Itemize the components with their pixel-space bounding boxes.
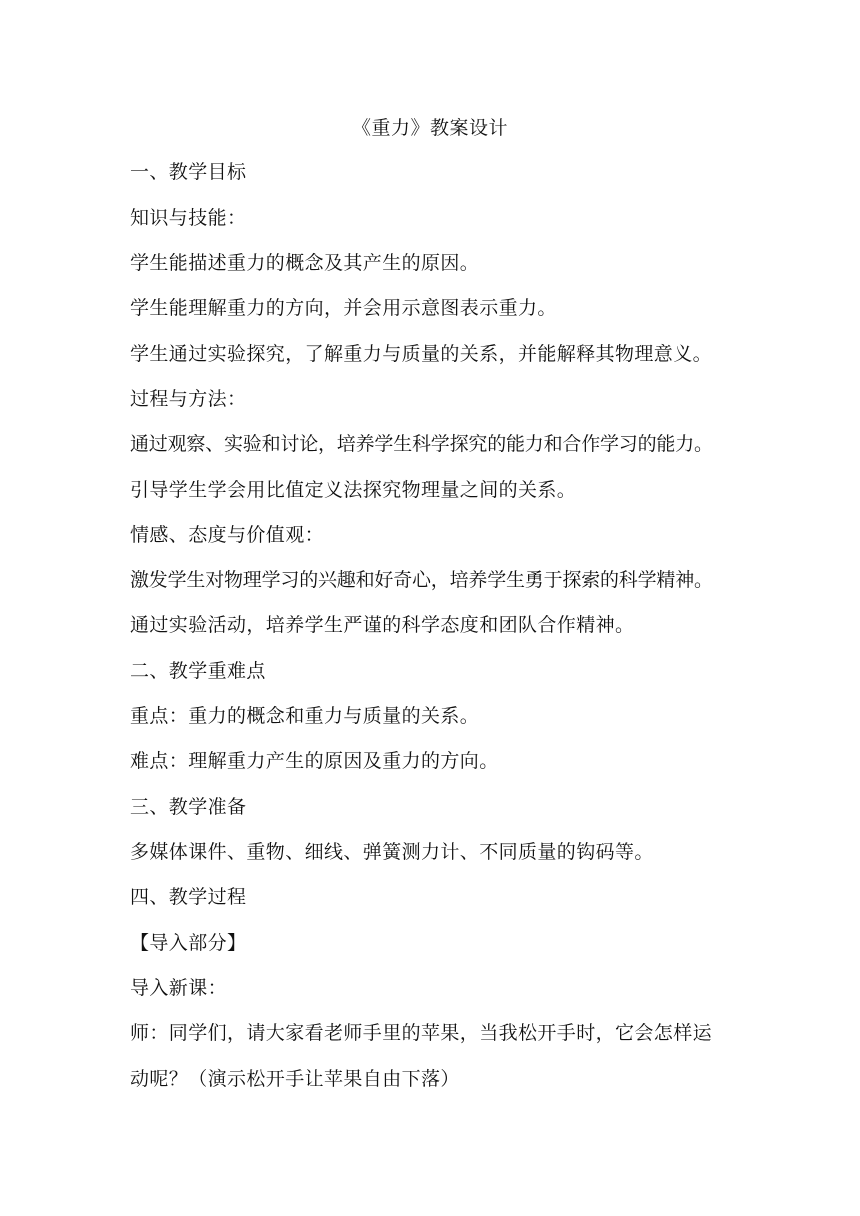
paragraph-line: 师：同学们，请大家看老师手里的苹果，当我松开手时，它会怎样运 [130, 1022, 713, 1044]
document-title: 《重力》教案设计 [351, 117, 508, 139]
section-heading-preparation: 三、教学准备 [130, 796, 247, 818]
subheading-new-lesson: 导入新课： [130, 977, 228, 999]
paragraph-line: 多媒体课件、重物、细线、弹簧测力计、不同质量的钩码等。 [130, 841, 654, 863]
paragraph-line: 引导学生学会用比值定义法探究物理量之间的关系。 [130, 479, 577, 501]
subheading-attitudes-values: 情感、态度与价值观： [130, 524, 325, 546]
subheading-process-methods: 过程与方法： [130, 388, 247, 410]
paragraph-line: 难点：理解重力产生的原因及重力的方向。 [130, 750, 499, 772]
paragraph-line: 通过实验活动，培养学生严谨的科学态度和团队合作精神。 [130, 614, 635, 636]
paragraph-line: 学生通过实验探究，了解重力与质量的关系，并能解释其物理意义。 [130, 343, 713, 365]
section-heading-process: 四、教学过程 [130, 886, 247, 908]
paragraph-line: 通过观察、实验和讨论，培养学生科学探究的能力和合作学习的能力。 [130, 433, 713, 455]
paragraph-line: 重点：重力的概念和重力与质量的关系。 [130, 705, 480, 727]
paragraph-line: 学生能理解重力的方向，并会用示意图表示重力。 [130, 297, 557, 319]
paragraph-line: 学生能描述重力的概念及其产生的原因。 [130, 252, 480, 274]
subheading-introduction: 【导入部分】 [130, 932, 247, 954]
section-heading-objectives: 一、教学目标 [130, 161, 247, 183]
paragraph-line: 动呢？（演示松开手让苹果自由下落） [130, 1068, 460, 1090]
paragraph-line: 激发学生对物理学习的兴趣和好奇心，培养学生勇于探索的科学精神。 [130, 569, 713, 591]
subheading-knowledge-skills: 知识与技能： [130, 207, 247, 229]
section-heading-key-difficult-points: 二、教学重难点 [130, 660, 266, 682]
